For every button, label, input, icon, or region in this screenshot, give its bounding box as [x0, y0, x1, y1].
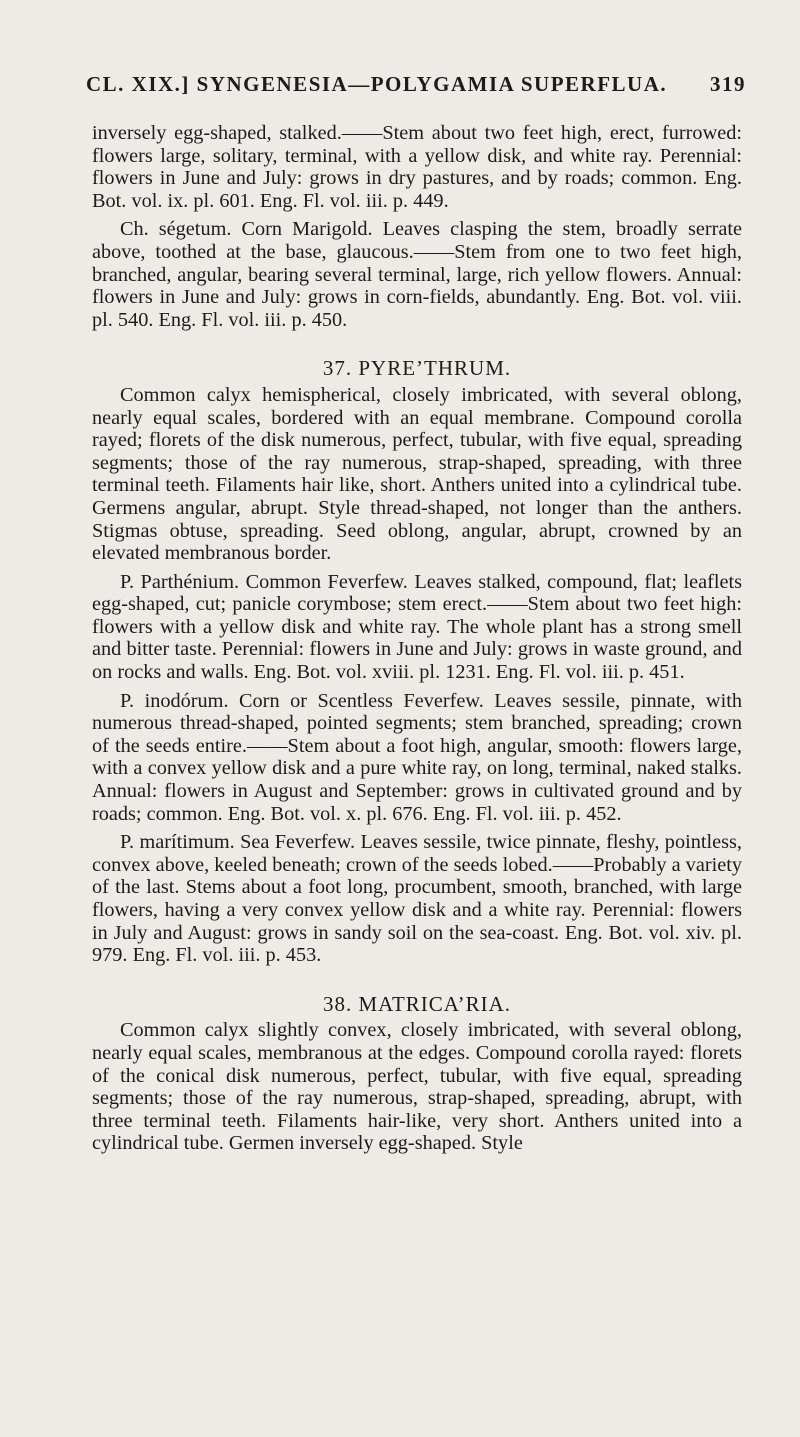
- paragraph-pyrethrum-parthenium: P. Parthénium. Common Feverfew. Leaves stalked, compound, flat; leaflets egg-shaped, cut; panicle corymbose; stem erect.——Stem about two feet high: flowers with a yellow disk and white ray. The whole plant has a strong smell and bitter taste. Perennial: flowers in June and July: grows in waste ground, and on rocks and walls. Eng. Bot. vol. xviii. pl. 1231. Eng. Fl. vol. iii. p. 451.: [92, 570, 742, 684]
- genus-heading-pyrethrum: 37. PYRE’THRUM.: [322, 356, 512, 381]
- paragraph-continuation: inversely egg-shaped, stalked.——Stem about two feet high, erect, furrowed: flowers large, solitary, terminal, with a yellow disk, and white ray. Perennial: flowers in June and July: grows in dry pastures, and by roads; common. Eng. Bot. vol. ix. pl. 601. Eng. Fl. vol. iii. p. 449.: [92, 122, 742, 212]
- paragraph-pyrethrum-description: Common calyx hemispherical, closely imbricated, with several oblong, nearly equal scales, bordered with an equal membrane. Compound corolla rayed; florets of the disk numerous, perfect, tubular, with five equal, spreading segments; those of the ray numerous, strap-shaped, spreading, with three terminal teeth. Filaments hair like, short. Anthers united into a cylindrical tube. Germens angular, abrupt. Style thread-shaped, not longer than the anthers. Stigmas obtuse, spreading. Seed oblong, angular, abrupt, crowned by an elevated membranous border.: [92, 383, 742, 565]
- body-text: [92, 122, 742, 1155]
- paragraph-chrysanthemum-segetum: Ch. ségetum. Corn Marigold. Leaves clasping the stem, broadly serrate above, toothed at the base, glaucous.——Stem from one to two feet high, branched, angular, bearing several terminal, large, rich yellow flowers. Annual: flowers in June and July: grows in corn-fields, abundantly. Eng. Bot. vol. viii. pl. 540. Eng. Fl. vol. iii. p. 450.: [92, 218, 742, 331]
- paragraph-matricaria-description: Common calyx slightly convex, closely imbricated, with several oblong, nearly equal scales, membranous at the edges. Compound corolla rayed: florets of the conical disk numerous, perfect, tubular, with five equal, spreading segments; those of the ray numerous, strap-shaped, spreading, abrupt, with three terminal teeth. Filaments hair-like, very short. Anthers united into a cylindrical tube. Germen inversely egg-shaped. Style: [92, 1019, 742, 1155]
- page-number: 319: [710, 72, 746, 96]
- running-header: [86, 72, 746, 97]
- paragraph-pyrethrum-maritimum: P. marítimum. Sea Feverfew. Leaves sessile, twice pinnate, fleshy, pointless, convex above, keeled beneath; crown of the seeds lobed.——Probably a variety of the last. Stems about a foot long, procumbent, smooth, branched, with large flowers, having a very convex yellow disk and a white ray. Perennial: flowers in July and August: grows in sandy soil on the sea-coast. Eng. Bot. vol. xiv. pl. 979. Eng. Fl. vol. iii. p. 453.: [92, 831, 742, 967]
- running-title: CL. XIX.] SYNGENESIA—POLYGAMIA SUPERFLUA.: [86, 72, 668, 96]
- genus-heading-matricaria: 38. MATRICA’RIA.: [322, 991, 512, 1016]
- paragraph-pyrethrum-inodorum: P. inodórum. Corn or Scentless Feverfew. Leaves sessile, pinnate, with numerous thread-shaped, pointed segments; stem branched, spreading; crown of the seeds entire.——Stem about a foot high, angular, smooth: flowers large, with a convex yellow disk and a pure white ray, on long, terminal, naked stalks. Annual: flowers in August and September: grows in cultivated ground and by roads; common. Eng. Bot. vol. x. pl. 676. Eng. Fl. vol. iii. p. 452.: [92, 689, 742, 825]
